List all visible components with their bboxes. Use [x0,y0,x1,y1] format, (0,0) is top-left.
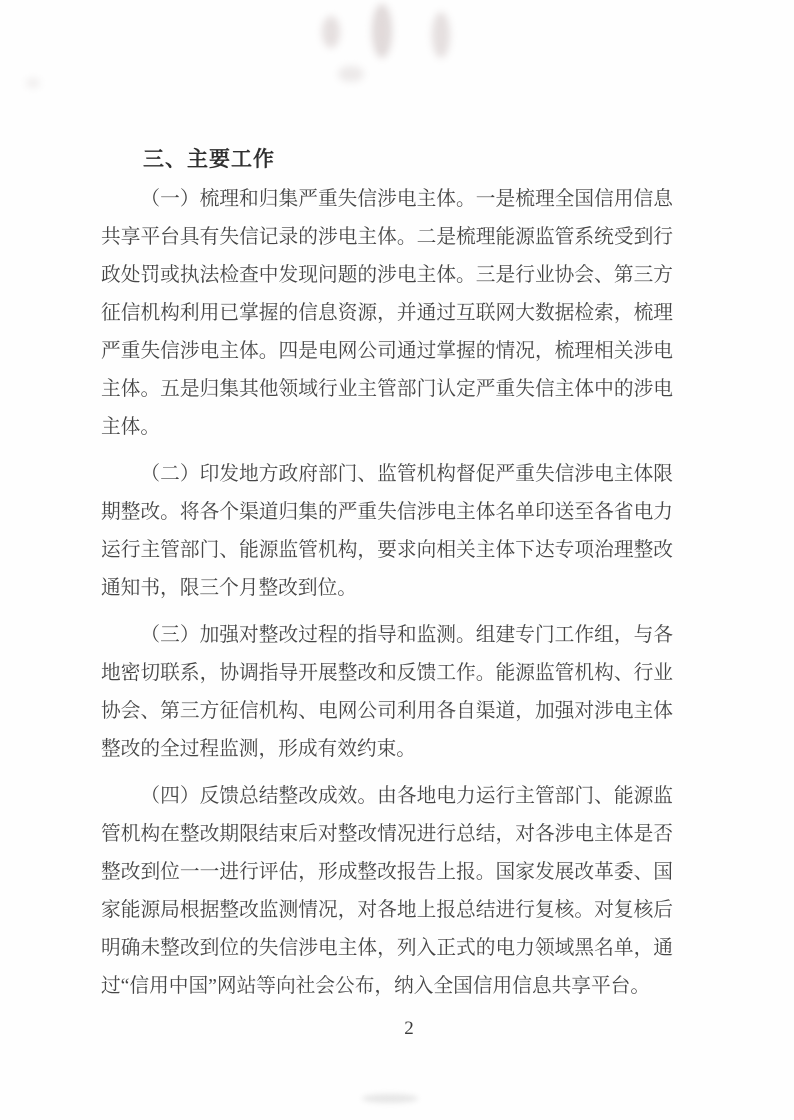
paragraph-4: （四）反馈总结整改成效。由各地电力运行主管部门、能源监管机构在整改期限结束后对整改情况进行总结，对各涉电主体是否整改到位一一进行评估，形成整改报告上报。国家发展改革委、国家能源局根据整改监测情况，对各地上报总结进行复核。对复核后明确未整改到位的失信涉电主体，列入正式的电力领域黑名单，通过“信用中国”网站等向社会公布，纳入全国信用信息共享平台。 [101,785,673,997]
scan-smudge [372,4,392,58]
paragraph-1: （一）梳理和归集严重失信涉电主体。一是梳理全国信用信息共享平台具有失信记录的涉电主体。二是梳理能源监管系统受到行政处罚或执法检查中发现问题的涉电主体。三是行业协会、第三方征信机构利用已掌握的信息资源，并通过互联网大数据检索，梳理严重失信涉电主体。四是电网公司通过掌握的情况，梳理相关涉电主体。五是归集其他领域行业主管部门认定严重失信主体中的涉电主体。 [101,188,673,438]
scan-smudge [362,1094,418,1103]
scan-smudge [26,78,40,88]
scan-smudge [432,12,450,58]
paragraph-2: （二）印发地方政府部门、监管机构督促严重失信涉电主体限期整改。将各个渠道归集的严重失信涉电主体名单印送至各省电力运行主管部门、能源监管机构，要求向相关主体下达专项治理整改通知书，限三个月整改到位。 [101,463,673,599]
paragraph-3: （三）加强对整改过程的指导和监测。组建专门工作组，与各地密切联系，协调指导开展整改和反馈工作。能源监管机构、行业协会、第三方征信机构、电网公司利用各自渠道，加强对涉电主体整改的全过程监测，形成有效约束。 [101,624,673,760]
document-body [101,141,673,1005]
page-number: 2 [404,1018,414,1039]
section-heading: 三、主要工作 [143,148,275,171]
scan-smudge [322,16,340,48]
scan-smudge [338,66,364,82]
